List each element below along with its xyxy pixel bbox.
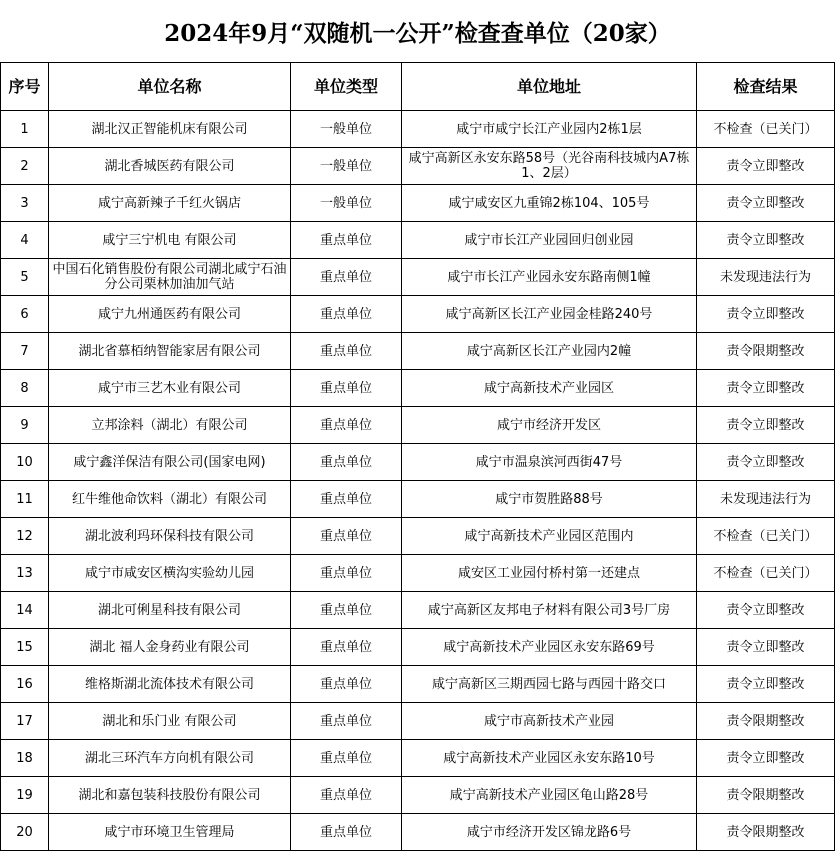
cell-unit-name: 中国石化销售股份有限公司湖北咸宁石油分公司栗林加油加气站 <box>49 259 291 296</box>
cell-unit-address: 咸宁高新技术产业园区永安东路69号 <box>402 629 697 666</box>
cell-index: 4 <box>1 222 49 259</box>
cell-unit-name: 湖北可俐星科技有限公司 <box>49 592 291 629</box>
cell-unit-address: 咸宁高新区长江产业园金桂路240号 <box>402 296 697 333</box>
cell-unit-name: 湖北省慕栢纳智能家居有限公司 <box>49 333 291 370</box>
cell-inspection-result: 责令立即整改 <box>697 592 835 629</box>
cell-index: 2 <box>1 148 49 185</box>
table-row <box>1 444 835 481</box>
cell-unit-type: 重点单位 <box>291 592 402 629</box>
table-row <box>1 296 835 333</box>
cell-unit-name: 维格斯湖北流体技术有限公司 <box>49 666 291 703</box>
cell-unit-type: 重点单位 <box>291 814 402 851</box>
cell-unit-address: 咸宁市经济开发区锦龙路6号 <box>402 814 697 851</box>
cell-unit-name: 湖北汉正智能机床有限公司 <box>49 111 291 148</box>
cell-inspection-result: 责令立即整改 <box>697 444 835 481</box>
page-title: 2024年9月“双随机一公开”检查查单位（20家） <box>164 19 671 47</box>
cell-inspection-result: 责令立即整改 <box>697 370 835 407</box>
cell-index: 8 <box>1 370 49 407</box>
cell-unit-type: 重点单位 <box>291 740 402 777</box>
inspection-table <box>0 62 835 851</box>
cell-unit-name: 湖北波利玛环保科技有限公司 <box>49 518 291 555</box>
cell-unit-address: 咸宁市长江产业园回归创业园 <box>402 222 697 259</box>
cell-unit-name: 湖北和嘉包装科技股份有限公司 <box>49 777 291 814</box>
cell-unit-address: 咸宁市咸宁长江产业园内2栋1层 <box>402 111 697 148</box>
cell-index: 7 <box>1 333 49 370</box>
table-row <box>1 370 835 407</box>
table-row <box>1 333 835 370</box>
cell-unit-type: 重点单位 <box>291 555 402 592</box>
cell-unit-type: 重点单位 <box>291 666 402 703</box>
cell-unit-name: 咸宁鑫洋保洁有限公司(国家电网) <box>49 444 291 481</box>
table-row <box>1 111 835 148</box>
cell-unit-type: 一般单位 <box>291 185 402 222</box>
cell-inspection-result: 未发现违法行为 <box>697 481 835 518</box>
cell-inspection-result: 不检查（已关门） <box>697 111 835 148</box>
cell-index: 14 <box>1 592 49 629</box>
header-unit-address: 单位地址 <box>402 63 697 111</box>
cell-inspection-result: 责令立即整改 <box>697 296 835 333</box>
table-row <box>1 703 835 740</box>
table-row <box>1 481 835 518</box>
cell-unit-name: 红牛维他命饮料（湖北）有限公司 <box>49 481 291 518</box>
cell-inspection-result: 责令立即整改 <box>697 185 835 222</box>
header-inspection-result: 检查结果 <box>697 63 835 111</box>
cell-unit-address: 咸宁高新技术产业园区龟山路28号 <box>402 777 697 814</box>
cell-inspection-result: 责令限期整改 <box>697 703 835 740</box>
cell-index: 11 <box>1 481 49 518</box>
cell-index: 18 <box>1 740 49 777</box>
cell-unit-type: 重点单位 <box>291 407 402 444</box>
cell-inspection-result: 责令立即整改 <box>697 740 835 777</box>
cell-unit-type: 重点单位 <box>291 703 402 740</box>
cell-unit-address: 咸宁高新区友邦电子材料有限公司3号厂房 <box>402 592 697 629</box>
cell-unit-address: 咸宁咸安区九重锦2栋104、105号 <box>402 185 697 222</box>
cell-index: 12 <box>1 518 49 555</box>
cell-index: 20 <box>1 814 49 851</box>
cell-unit-address: 咸安区工业园付桥村第一还建点 <box>402 555 697 592</box>
cell-inspection-result: 责令限期整改 <box>697 814 835 851</box>
cell-unit-name: 湖北香城医药有限公司 <box>49 148 291 185</box>
cell-unit-address: 咸宁高新技术产业园区永安东路10号 <box>402 740 697 777</box>
cell-inspection-result: 责令立即整改 <box>697 666 835 703</box>
table-row <box>1 666 835 703</box>
cell-index: 13 <box>1 555 49 592</box>
cell-index: 15 <box>1 629 49 666</box>
cell-inspection-result: 责令限期整改 <box>697 333 835 370</box>
table-row <box>1 222 835 259</box>
cell-unit-type: 重点单位 <box>291 370 402 407</box>
cell-index: 3 <box>1 185 49 222</box>
cell-unit-name: 咸宁高新辣子千红火锅店 <box>49 185 291 222</box>
header-row <box>1 63 835 111</box>
cell-inspection-result: 责令立即整改 <box>697 629 835 666</box>
cell-unit-address: 咸宁市经济开发区 <box>402 407 697 444</box>
cell-index: 17 <box>1 703 49 740</box>
cell-unit-type: 重点单位 <box>291 518 402 555</box>
cell-unit-name: 立邦涂料（湖北）有限公司 <box>49 407 291 444</box>
cell-unit-name: 咸宁市三艺木业有限公司 <box>49 370 291 407</box>
cell-unit-address: 咸宁高新技术产业园区范围内 <box>402 518 697 555</box>
cell-unit-address: 咸宁高新区三期西园七路与西园十路交口 <box>402 666 697 703</box>
table-row <box>1 185 835 222</box>
cell-unit-address: 咸宁市温泉滨河西街47号 <box>402 444 697 481</box>
cell-unit-type: 重点单位 <box>291 222 402 259</box>
cell-unit-name: 湖北 福人金身药业有限公司 <box>49 629 291 666</box>
cell-unit-type: 一般单位 <box>291 148 402 185</box>
cell-inspection-result: 责令立即整改 <box>697 148 835 185</box>
cell-index: 6 <box>1 296 49 333</box>
cell-unit-address: 咸宁高新区永安东路58号（光谷南科技城内A7栋1、2层） <box>402 148 697 185</box>
cell-index: 16 <box>1 666 49 703</box>
header-index: 序号 <box>1 63 49 111</box>
table-row <box>1 777 835 814</box>
cell-index: 1 <box>1 111 49 148</box>
table-row <box>1 555 835 592</box>
table-row <box>1 407 835 444</box>
table-row <box>1 592 835 629</box>
cell-unit-address: 咸宁市长江产业园永安东路南侧1幢 <box>402 259 697 296</box>
cell-inspection-result: 不检查（已关门） <box>697 518 835 555</box>
cell-unit-name: 咸宁市环境卫生管理局 <box>49 814 291 851</box>
table-row <box>1 740 835 777</box>
table-row <box>1 259 835 296</box>
header-unit-type: 单位类型 <box>291 63 402 111</box>
cell-index: 5 <box>1 259 49 296</box>
table-row <box>1 814 835 851</box>
cell-unit-address: 咸宁高新区长江产业园内2幢 <box>402 333 697 370</box>
cell-unit-name: 咸宁市咸安区横沟实验幼儿园 <box>49 555 291 592</box>
cell-unit-name: 湖北和乐门业 有限公司 <box>49 703 291 740</box>
cell-inspection-result: 未发现违法行为 <box>697 259 835 296</box>
table-row <box>1 629 835 666</box>
cell-unit-name: 咸宁三宁机电 有限公司 <box>49 222 291 259</box>
cell-unit-name: 湖北三环汽车方向机有限公司 <box>49 740 291 777</box>
cell-unit-type: 重点单位 <box>291 481 402 518</box>
cell-unit-type: 一般单位 <box>291 111 402 148</box>
cell-inspection-result: 责令立即整改 <box>697 222 835 259</box>
cell-inspection-result: 责令立即整改 <box>697 407 835 444</box>
cell-unit-name: 咸宁九州通医药有限公司 <box>49 296 291 333</box>
cell-inspection-result: 不检查（已关门） <box>697 555 835 592</box>
cell-inspection-result: 责令限期整改 <box>697 777 835 814</box>
cell-unit-address: 咸宁市高新技术产业园 <box>402 703 697 740</box>
cell-index: 10 <box>1 444 49 481</box>
cell-unit-type: 重点单位 <box>291 296 402 333</box>
table-row <box>1 148 835 185</box>
cell-unit-type: 重点单位 <box>291 259 402 296</box>
cell-unit-address: 咸宁市贺胜路88号 <box>402 481 697 518</box>
cell-unit-address: 咸宁高新技术产业园区 <box>402 370 697 407</box>
cell-unit-type: 重点单位 <box>291 444 402 481</box>
header-unit-name: 单位名称 <box>49 63 291 111</box>
cell-unit-type: 重点单位 <box>291 333 402 370</box>
cell-unit-type: 重点单位 <box>291 777 402 814</box>
cell-index: 9 <box>1 407 49 444</box>
cell-unit-type: 重点单位 <box>291 629 402 666</box>
table-row <box>1 518 835 555</box>
cell-index: 19 <box>1 777 49 814</box>
